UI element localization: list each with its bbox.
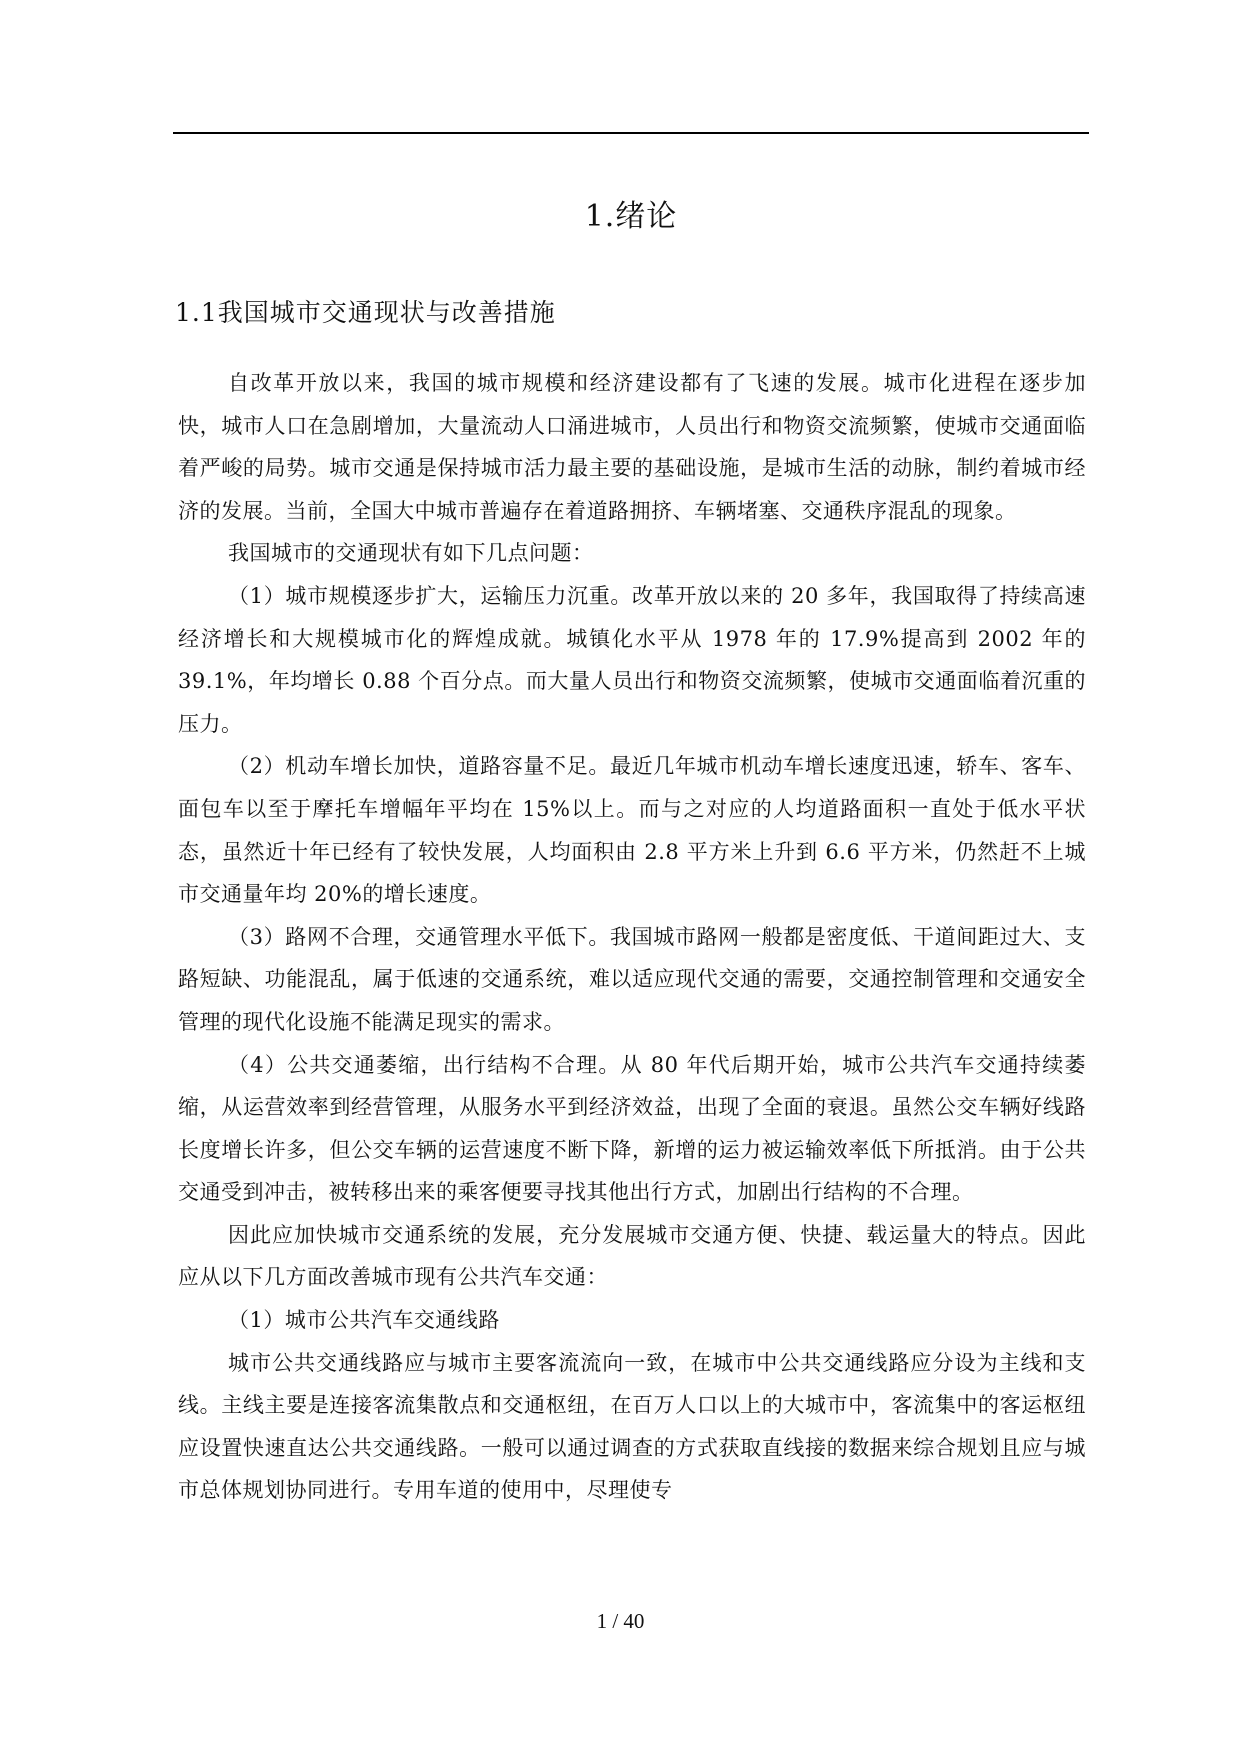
body-text	[178, 362, 1086, 1512]
paragraph-measure-1-heading: （1）城市公共汽车交通线路	[228, 1308, 500, 1333]
section-title: 1.1我国城市交通现状与改善措施	[175, 298, 556, 327]
chapter-title: 1.绪论	[584, 199, 678, 234]
header-rule	[173, 132, 1089, 134]
paragraph-problem-3: （3）路网不合理，交通管理水平低下。我国城市路网一般都是密度低、干道间距过大、支路短缺、功能混乱，属于低速的交通系统，难以适应现代交通的需要，交通控制管理和交通安全管理的现代化设施不能满足现实的需求。	[178, 924, 1086, 1034]
paragraph-measure-1-body: 城市公共交通线路应与城市主要客流流向一致，在城市中公共交通线路应分设为主线和支线。主线主要是连接客流集散点和交通枢纽，在百万人口以上的大城市中，客流集中的客运枢纽应设置快速直达公共交通线路。一般可以通过调查的方式获取直线接的数据来综合规划且应与城市总体规划协同进行。专用车道的使用中，尽理使专	[178, 1350, 1086, 1503]
paragraph-intro: 自改革开放以来，我国的城市规模和经济建设都有了飞速的发展。城市化进程在逐步加快，城市人口在急剧增加，大量流动人口涌进城市，人员出行和物资交流频繁，使城市交通面临着严峻的局势。城市交通是保持城市活力最主要的基础设施，是城市生活的动脉，制约着城市经济的发展。当前，全国大中城市普遍存在着道路拥挤、车辆堵塞、交通秩序混乱的现象。	[178, 371, 1086, 523]
paragraph-problems-lead: 我国城市的交通现状有如下几点问题：	[228, 541, 594, 566]
paragraph-problem-2: （2）机动车增长加快，道路容量不足。最近几年城市机动车增长速度迅速，轿车、客车、面包车以至于摩托车增幅年平均在 15%以上。而与之对应的人均道路面积一直处于低水平状态，虽然近十年已经有了较快发展，人均面积由 2.8 平方米上升到 6.6 平方米，仍然赶不上城市交通量年均 20%的增长速度。	[178, 754, 1086, 907]
page-number: 1 / 40	[596, 1609, 645, 1633]
paragraph-measures-lead: 因此应加快城市交通系统的发展，充分发展城市交通方便、快捷、载运量大的特点。因此应从以下几方面改善城市现有公共汽车交通：	[178, 1222, 1086, 1290]
paragraph-problem-4: （4）公共交通萎缩，出行结构不合理。从 80 年代后期开始，城市公共汽车交通持续萎缩，从运营效率到经营管理，从服务水平到经济效益，出现了全面的衰退。虽然公交车辆好线路长度增长许多，但公交车辆的运营速度不断下降，新增的运力被运输效率低下所抵消。由于公共交通受到冲击，被转移出来的乘客便要寻找其他出行方式，加剧出行结构的不合理。	[178, 1052, 1086, 1205]
paragraph-problem-1: （1）城市规模逐步扩大，运输压力沉重。改革开放以来的 20 多年，我国取得了持续高速经济增长和大规模城市化的辉煌成就。城镇化水平从 1978 年的 17.9%提高到 2002 年的 39.1%，年均增长 0.88 个百分点。而大量人员出行和物资交流频繁，使城市交通面临着沉重的压力。	[178, 583, 1086, 736]
